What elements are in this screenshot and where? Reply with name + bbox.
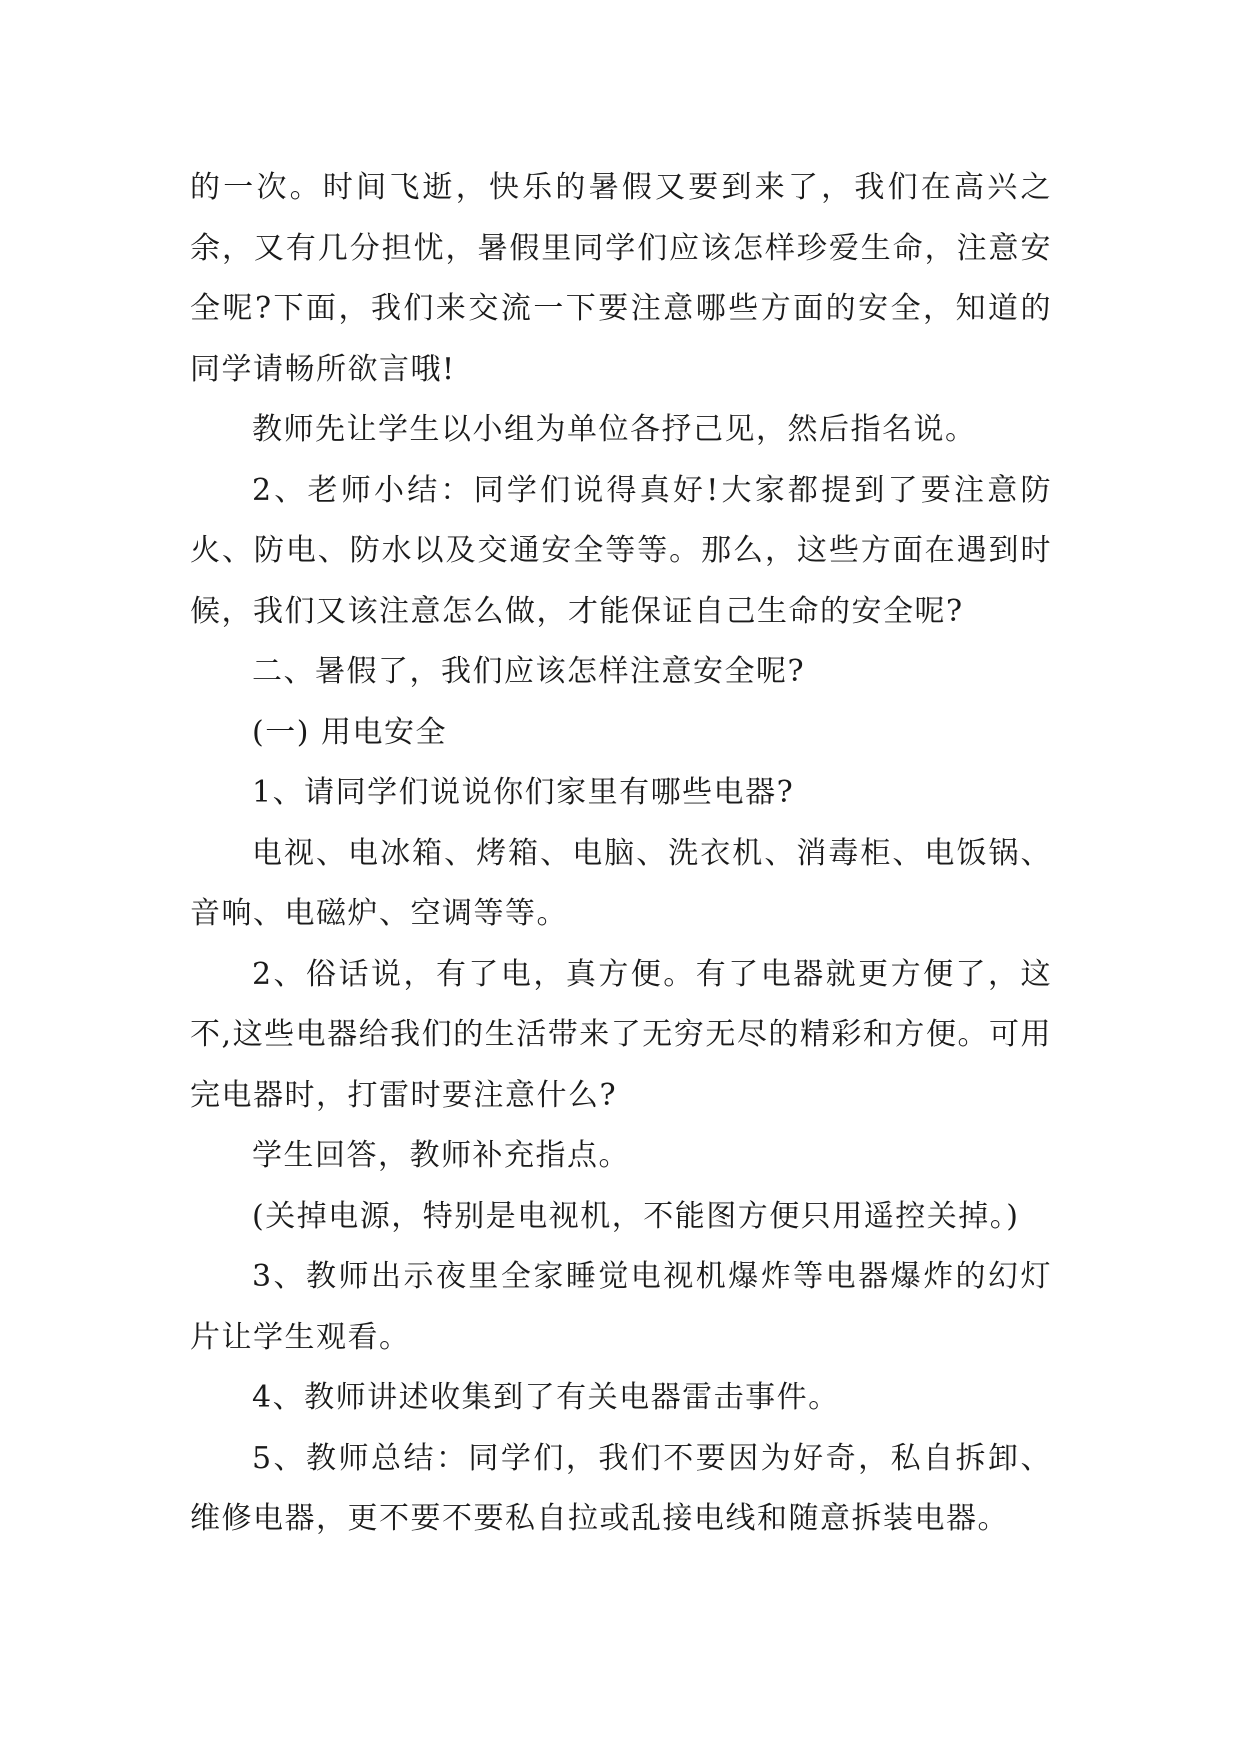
section-heading-summer-safety: 二、暑假了，我们应该怎样注意安全呢? <box>252 654 806 689</box>
paragraph-saying: 2、俗话说，有了电，真方便。有了电器就更方便了，这不,这些电器给我们的生活带来了无穷无尽的精彩和方便。可用完电器时，打雷时要注意什么? <box>190 956 1052 1113</box>
paragraph-question-appliances: 1、请同学们说说你们家里有哪些电器? <box>252 775 795 810</box>
paragraph-continuation: 的一次。时间飞逝，快乐的暑假又要到来了，我们在高兴之余，又有几分担忧，暑假里同学们应该怎样珍爱生命，注意安全呢?下面，我们来交流一下要注意哪些方面的安全，知道的同学请畅所欲言哦! <box>190 170 1052 387</box>
paragraph-appliance-list: 电视、电冰箱、烤箱、电脑、洗衣机、消毒柜、电饭锅、音响、电磁炉、空调等等。 <box>190 835 1052 931</box>
paragraph-group-discussion: 教师先让学生以小组为单位各抒己见，然后指名说。 <box>252 412 977 447</box>
document-body <box>190 158 1052 1550</box>
paragraph-slides: 3、教师出示夜里全家睡觉电视机爆炸等电器爆炸的幻灯片让学生观看。 <box>190 1259 1052 1355</box>
paragraph-student-answer: 学生回答，教师补充指点。 <box>252 1138 630 1173</box>
paragraph-lightning-events: 4、教师讲述收集到了有关电器雷击事件。 <box>252 1380 840 1415</box>
paragraph-teacher-conclusion: 5、教师总结：同学们，我们不要因为好奇，私自拆卸、维修电器，更不要不要私自拉或乱接电线和随意拆装电器。 <box>190 1440 1052 1536</box>
subsection-heading-electrical-safety: (一) 用电安全 <box>252 714 447 750</box>
paragraph-teacher-summary: 2、老师小结：同学们说得真好!大家都提到了要注意防火、防电、防水以及交通安全等等。那么，这些方面在遇到时候，我们又该注意怎么做，才能保证自己生命的安全呢? <box>190 472 1052 629</box>
paragraph-parenthetical-note: (关掉电源，特别是电视机，不能图方便只用遥控关掉。) <box>252 1198 1020 1234</box>
